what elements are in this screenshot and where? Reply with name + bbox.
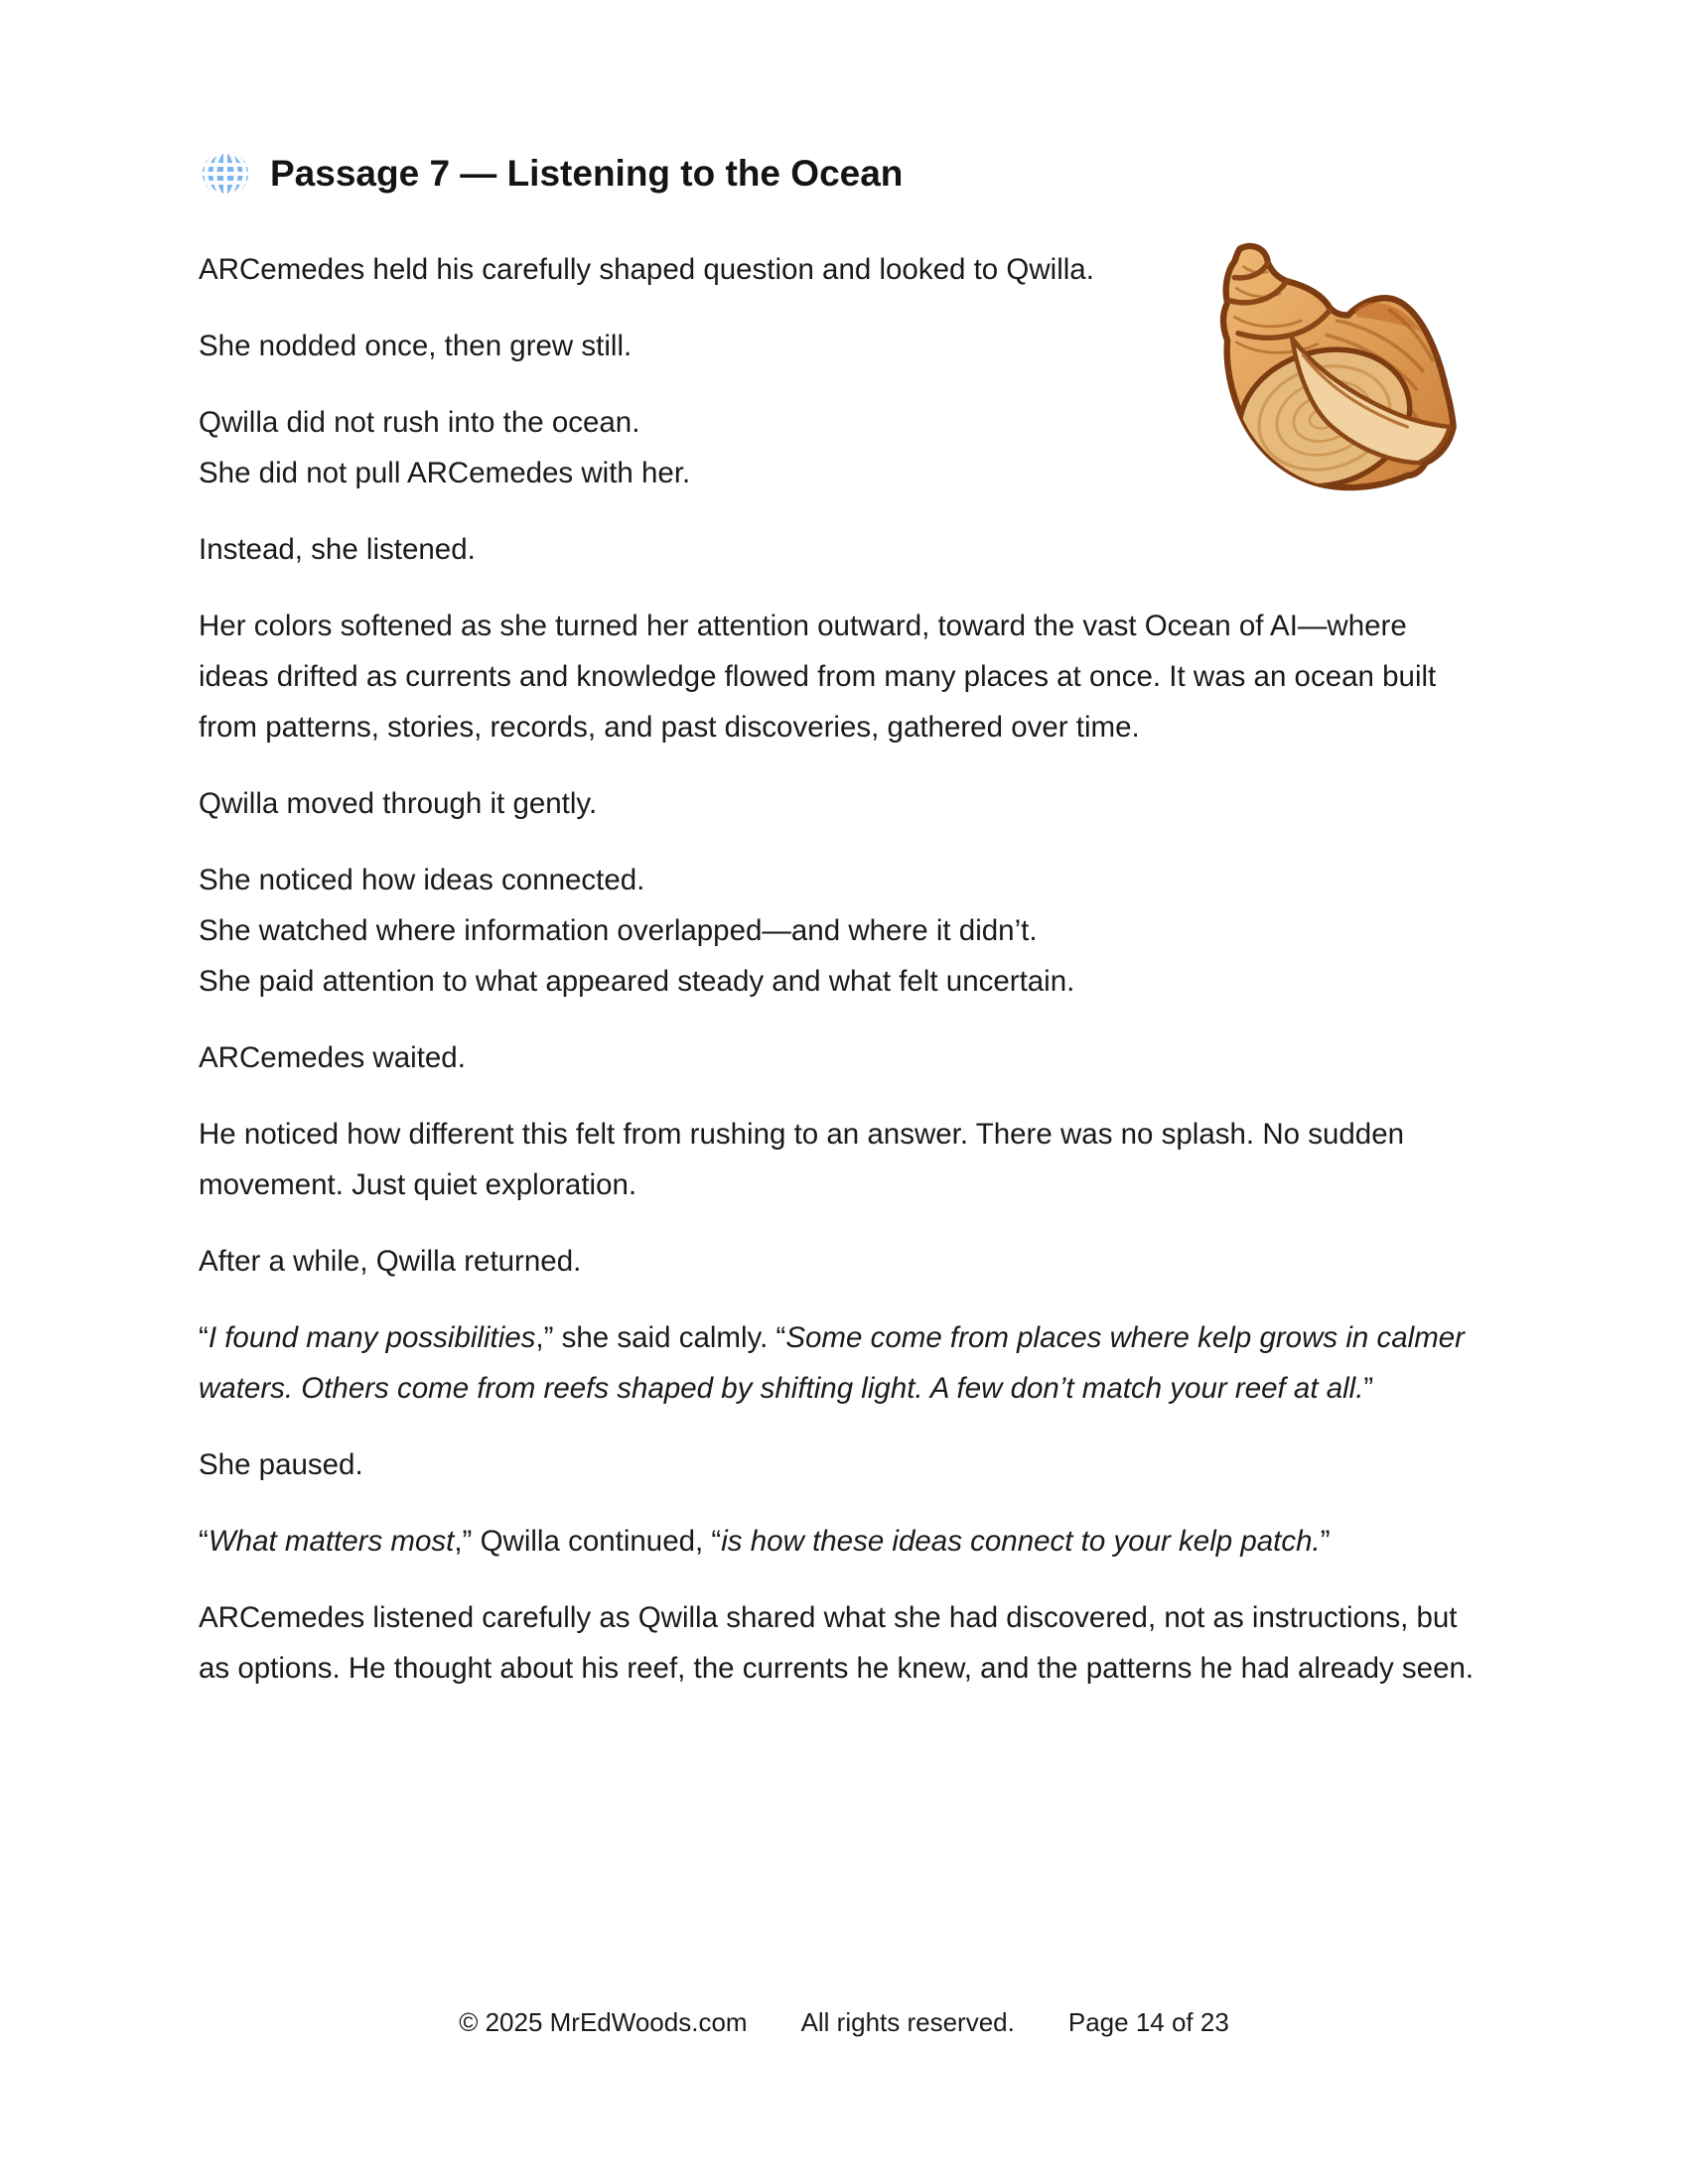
page-footer (0, 2007, 1688, 2038)
footer-rights: All rights reserved. (800, 2007, 1015, 2037)
globe-icon (199, 147, 252, 201)
text-run: He noticed how different this felt from rushing to an answer. There was no splash. No sudden movement. Just quiet exploration. (199, 1118, 1405, 1201)
page-title-text: Passage 7 — Listening to the Ocean (270, 153, 904, 194)
paragraph (199, 855, 1484, 1007)
dialogue-italic-run: What matters most (208, 1525, 455, 1558)
text-run: She noticed how ideas connected. (199, 864, 645, 896)
text-run: “ (199, 1321, 209, 1354)
footer-copyright: © 2025 MrEdWoods.com (459, 2007, 748, 2037)
text-run: She paid attention to what appeared steady and what felt uncertain. (199, 965, 1075, 998)
text-run: “ (199, 1525, 209, 1558)
dialogue-italic-run: I found many possibilities (208, 1321, 536, 1354)
text-run: ,” she said calmly. “ (535, 1321, 786, 1354)
text-run: ” (1363, 1372, 1374, 1405)
text-run: She nodded once, then grew still. (199, 330, 633, 362)
text-run: ” (1320, 1525, 1331, 1558)
text-run: ARCemedes listened carefully as Qwilla shared what she had discovered, not as instructions, but as options. He thought about his reef, the currents he knew, and the patterns he had already seen. (199, 1601, 1475, 1685)
paragraph (199, 524, 1484, 575)
paragraph (199, 1109, 1484, 1210)
text-run: Instead, she listened. (199, 533, 476, 566)
dialogue-italic-run: Some come from places where kelp grows in calmer waters. Others come from reefs shaped by shifting light. A few don’t match your reef at all. (199, 1321, 1465, 1405)
text-run: She did not pull ARCemedes with her. (199, 457, 691, 489)
dialogue-italic-run: is how these ideas connect to your kelp patch. (721, 1525, 1321, 1558)
paragraph (199, 1592, 1484, 1694)
text-run: She paused. (199, 1448, 363, 1481)
page-title (199, 147, 1484, 201)
text-run: Her colors softened as she turned her attention outward, toward the vast Ocean of AI—where ideas drifted as currents and knowledge flowed from many places at once. It was an ocean built from patterns, stories, records, and past discoveries, gathered over time. (199, 610, 1437, 744)
text-run: She watched where information overlapped—and where it didn’t. (199, 914, 1038, 947)
paragraph (199, 1032, 1484, 1083)
passage-content (199, 244, 1484, 1694)
paragraph (199, 1312, 1484, 1414)
seashell-illustration (1185, 234, 1484, 504)
text-run: Qwilla moved through it gently. (199, 787, 598, 820)
paragraph (199, 601, 1484, 752)
text-run: ,” Qwilla continued, “ (454, 1525, 722, 1558)
text-run: After a while, Qwilla returned. (199, 1245, 582, 1278)
text-run: Qwilla did not rush into the ocean. (199, 406, 640, 439)
paragraph (199, 1236, 1484, 1287)
paragraph (199, 1439, 1484, 1490)
footer-page-number: Page 14 of 23 (1067, 2007, 1229, 2037)
paragraph (199, 778, 1484, 829)
paragraph (199, 1516, 1484, 1567)
text-run: ARCemedes held his carefully shaped question and looked to Qwilla. (199, 253, 1094, 286)
text-run: ARCemedes waited. (199, 1041, 466, 1074)
